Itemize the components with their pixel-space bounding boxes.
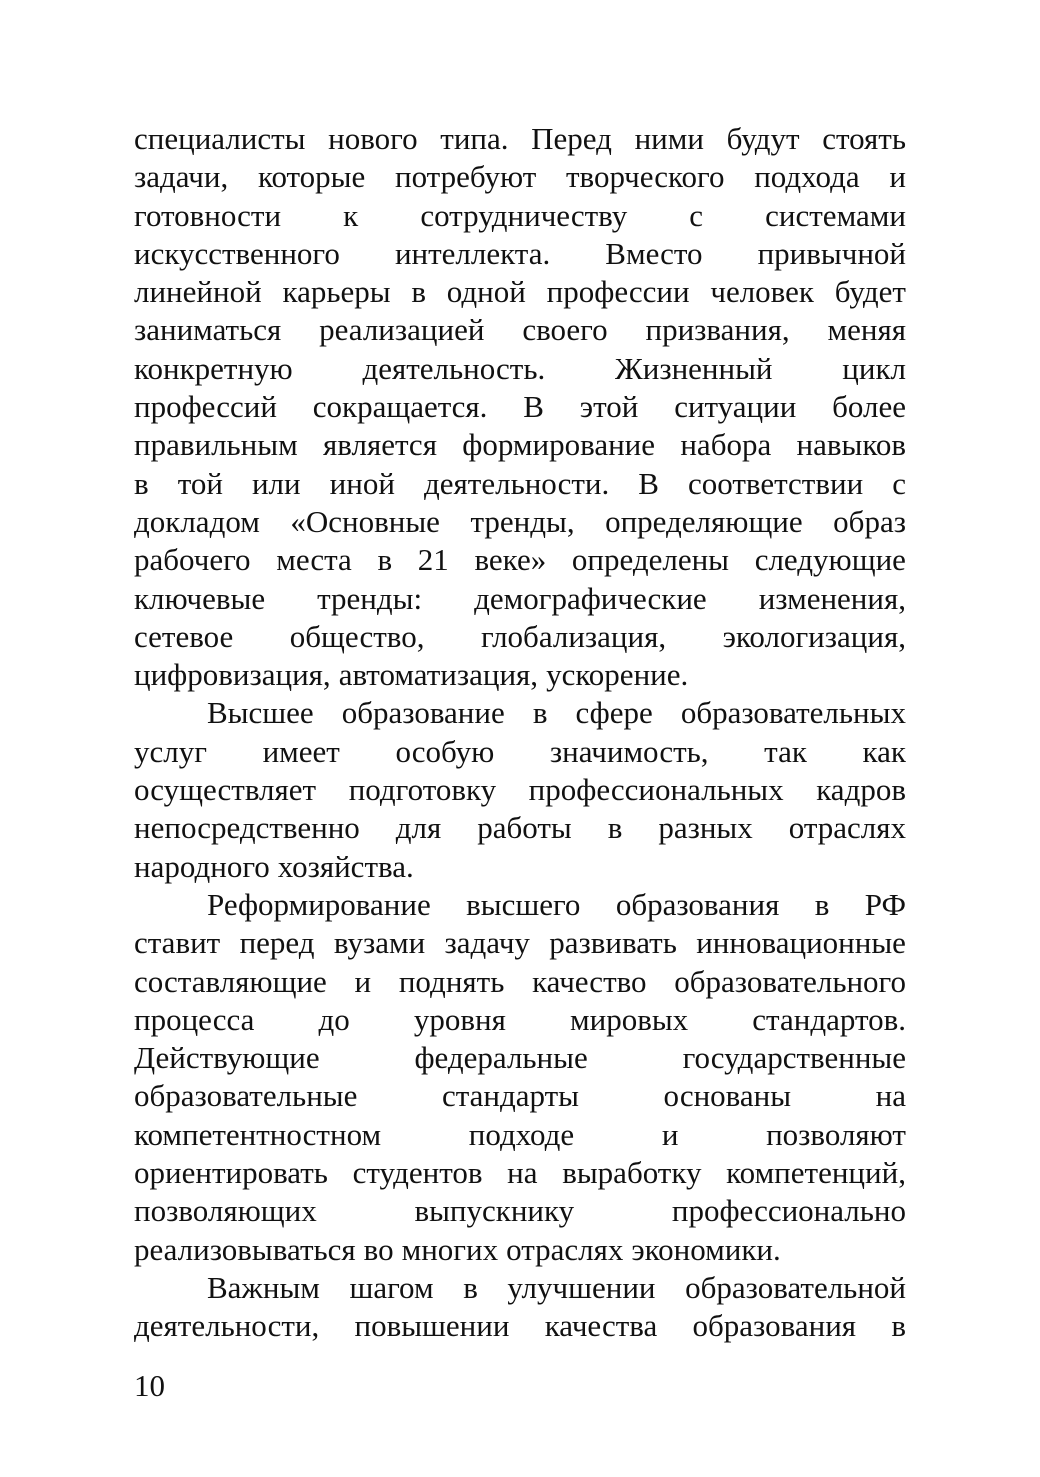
text-line: задачи, которые потребуют творческого подхода и [134,159,906,195]
text-line: реализовываться во многих отраслях экономики. [134,1231,781,1267]
text-line: в той или иной деятельности. В соответствии с [134,465,906,501]
text-line: непосредственно для работы в разных отраслях [134,810,906,846]
text-line: ориентировать студентов на выработку компетенций, [134,1155,906,1191]
text-line: деятельности, повышении качества образования в [134,1308,906,1344]
text-line: позволяющих выпускнику профессионально [134,1193,906,1229]
text-line: Реформирование высшего образования в РФ [207,886,906,922]
text-line: народного хозяйства. [134,848,414,884]
text-line: правильным является формирование набора навыков [134,427,906,463]
text-line: Высшее образование в сфере образовательных [207,695,906,731]
text-line: готовности к сотрудничеству с системами [134,197,906,233]
text-line: Действующие федеральные государственные [134,1040,906,1076]
text-line: компетентностном подходе и позволяют [134,1116,906,1152]
text-line: профессий сокращается. В этой ситуации более [134,389,906,425]
text-line: специалисты нового типа. Перед ними будут стоять [134,121,906,156]
text-line: ключевые тренды: демографические изменения, [134,580,906,616]
body-text [134,120,906,1346]
page-number: 10 [134,1368,165,1403]
text-line: сетевое общество, глобализация, экологизация, [134,618,906,654]
text-line: заниматься реализацией своего призвания, меняя [134,312,906,348]
text-line: составляющие и поднять качество образовательного [134,963,906,999]
text-line: ставит перед вузами задачу развивать инновационные [134,925,906,961]
text-line: линейной карьеры в одной профессии человек будет [134,274,906,310]
text-line: докладом «Основные тренды, определяющие образ [134,503,906,539]
text-line: цифровизация, автоматизация, ускорение. [134,657,689,693]
text-line: конкретную деятельность. Жизненный цикл [134,350,906,386]
text-line: образовательные стандарты основаны на [134,1078,906,1114]
text-line: услуг имеет особую значимость, так как [134,733,906,769]
text-line: Важным шагом в улучшении образовательной [207,1269,906,1305]
text-line: искусственного интеллекта. Вместо привычной [134,235,906,271]
text-line: осуществляет подготовку профессиональных кадров [134,772,906,808]
text-line: процесса до уровня мировых стандартов. [134,1001,906,1037]
text-line: рабочего места в 21 веке» определены следующие [134,542,906,578]
